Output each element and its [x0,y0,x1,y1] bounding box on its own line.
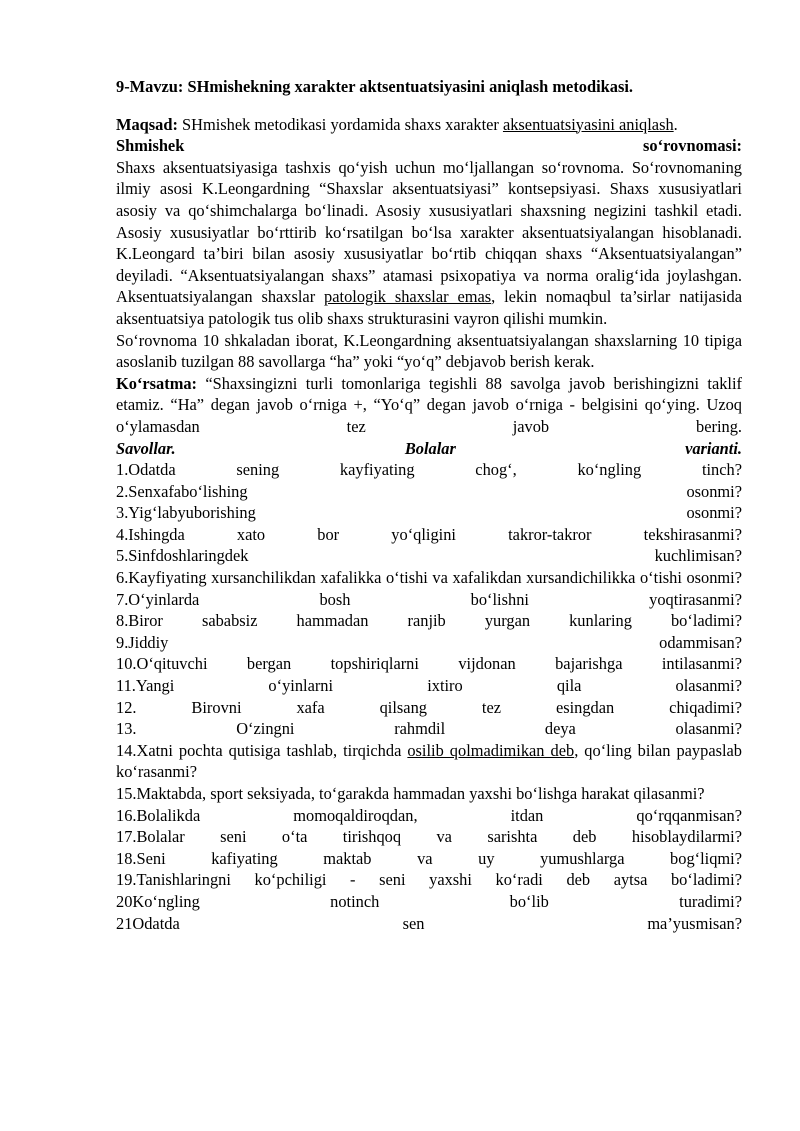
question-item: 20Ko‘ngling notinch bo‘lib turadimi? [116,891,742,911]
question-item: 17.Bolalar seni o‘ta tirishqoq va sarishta deb hisoblaydilarmi? [116,827,742,847]
question-14-link[interactable]: osilib qolmadimikan deb [407,740,575,760]
question-item: 7.O‘yinlarda bosh bo‘lishni yoqtirasanmi? [116,589,742,609]
intro-paragraph [116,157,742,330]
question-14-text-1: 14.Xatni pochta qutisiga tashlab, tirqichda [116,740,408,760]
questions-header-right: varianti. [685,438,742,458]
question-14-text-2: , qo‘ling bilan paypaslab ko‘rasanmi? [116,740,742,782]
question-item: 1.Odatda sening kayfiyating chog‘, ko‘ngling tinch? [116,460,742,480]
question-item: 18.Seni kafiyating maktab va uy yumushlarga bog‘liqmi? [116,848,742,868]
instruction-label: Ko‘rsatma: [116,373,198,393]
questions-header [116,438,742,460]
purpose-paragraph [116,114,742,136]
document-title: 9-Mavzu: SHmishekning xarakter aktsentuatsiyasini aniqlash metodikasi. [116,77,633,96]
section-heading-right: so‘rovnomasi: [643,136,742,156]
purpose-label: Maqsad: [116,114,178,134]
question-item: 6.Kayfiyating xursanchilikdan xafalikka o‘tishi va xafalikdan xursandichilikka o‘tishi osonmi? [116,568,742,588]
question-item: 3.Yig‘labyuborishing osonmi? [116,503,742,523]
question-item: 19.Tanishlaringni ko‘pchiligi - seni yaxshi ko‘radi deb aytsa bo‘ladimi? [116,870,742,890]
intro-link[interactable]: patologik shaxslar emas [324,287,492,307]
question-item: 2.Senxafabo‘lishing osonmi? [116,481,742,501]
intro-text-2: , lekin nomaqbul ta’sirlar natijasida aksentuatsiya patologik tus olib shaxs strukturasini vayron qilishi mumkin. [116,287,742,328]
question-item: 10.O‘qituvchi bergan topshiriqlarni vijdonan bajarishga intilasanmi? [116,654,742,674]
question-item: 13. O‘zingni rahmdil deya olasanmi? [116,719,742,739]
questions-header-middle: Bolalar [404,438,456,458]
question-item: 11.Yangi o‘yinlarni ixtiro qila olasanmi? [116,676,742,696]
section-heading [116,135,742,157]
question-item: 4.Ishingda xato bor yo‘qligini takror-takror tekshirasanmi? [116,524,742,544]
question-item: 5.Sinfdoshlaringdek kuchlimisan? [116,546,742,566]
section-heading-left: Shmishek [116,136,185,156]
purpose-text: SHmishek metodikasi yordamida shaxs xarakter [177,114,503,134]
question-item: 21Odatda sen ma’yusmisan? [116,913,742,933]
purpose-link[interactable]: aksentuatsiyasini aniqlash [502,114,674,134]
instruction-paragraph [116,373,742,438]
question-item: 15.Maktabda, sport seksiyada, to‘garakda hammadan yaxshi bo‘lishga harakat qilasanmi? [116,784,705,803]
instruction-text: “Shaxsingizni turli tomonlariga tegishli 88 savolga javob berishingizni taklif etamiz. “Ha” degan javob o‘rniga +, “Yo‘q” degan javob o‘rniga - belgisini qo‘ying. Uzoq o‘ylamasdan tez javob bering. [116,373,742,436]
structure-paragraph: So‘rovnoma 10 shkaladan iborat, K.Leongardning aksentuatsiyalangan shaxslarning 10 tipiga asoslanib tuzilgan 88 savollarga “ha” yoki “yo‘q” debjavob berish kerak. [116,330,742,372]
question-item [116,740,742,783]
question-item: 8.Biror sababsiz hammadan ranjib yurgan kunlaring bo‘ladimi? [116,611,742,631]
question-item: 12. Birovni xafa qilsang tez esingdan chiqadimi? [116,697,742,717]
question-item: 16.Bolalikda momoqaldiroqdan, itdan qo‘rqqanmisan? [116,805,742,825]
questions-header-left: Savollar. [116,438,176,458]
intro-text-1: Shaxs aksentuatsiyasiga tashxis qo‘yish uchun mo‘ljallangan so‘rovnoma. So‘rovnomaning ilmiy asosi K.Leongardning “Shaxslar aksentuatsiyasi” kontsepsiyasi. Shaxs xususiyatlari asosiy va qo‘shimchalarga bo‘linadi. Asosiy xususiyatlari shaxsning negizini tashkil etadi. Asosiy xususiyatlar bo‘rttirib ko‘rsatilgan bo‘lsa xarakter aksentuatsiyalangan hisoblanadi. K.Leongard ta’biri bilan asosiy xususiyatlar bo‘rtib chiqqan shaxs “Aksentuatsiyalangan” deyiladi. “Aksentuatsiyalangan shaxs” atamasi psixopatiya va norma oralig‘ida joylashgan. Aksentuatsiyalangan shaxslar [116,157,742,307]
question-item: 9.Jiddiy odammisan? [116,632,742,652]
purpose-end: . [673,114,678,134]
